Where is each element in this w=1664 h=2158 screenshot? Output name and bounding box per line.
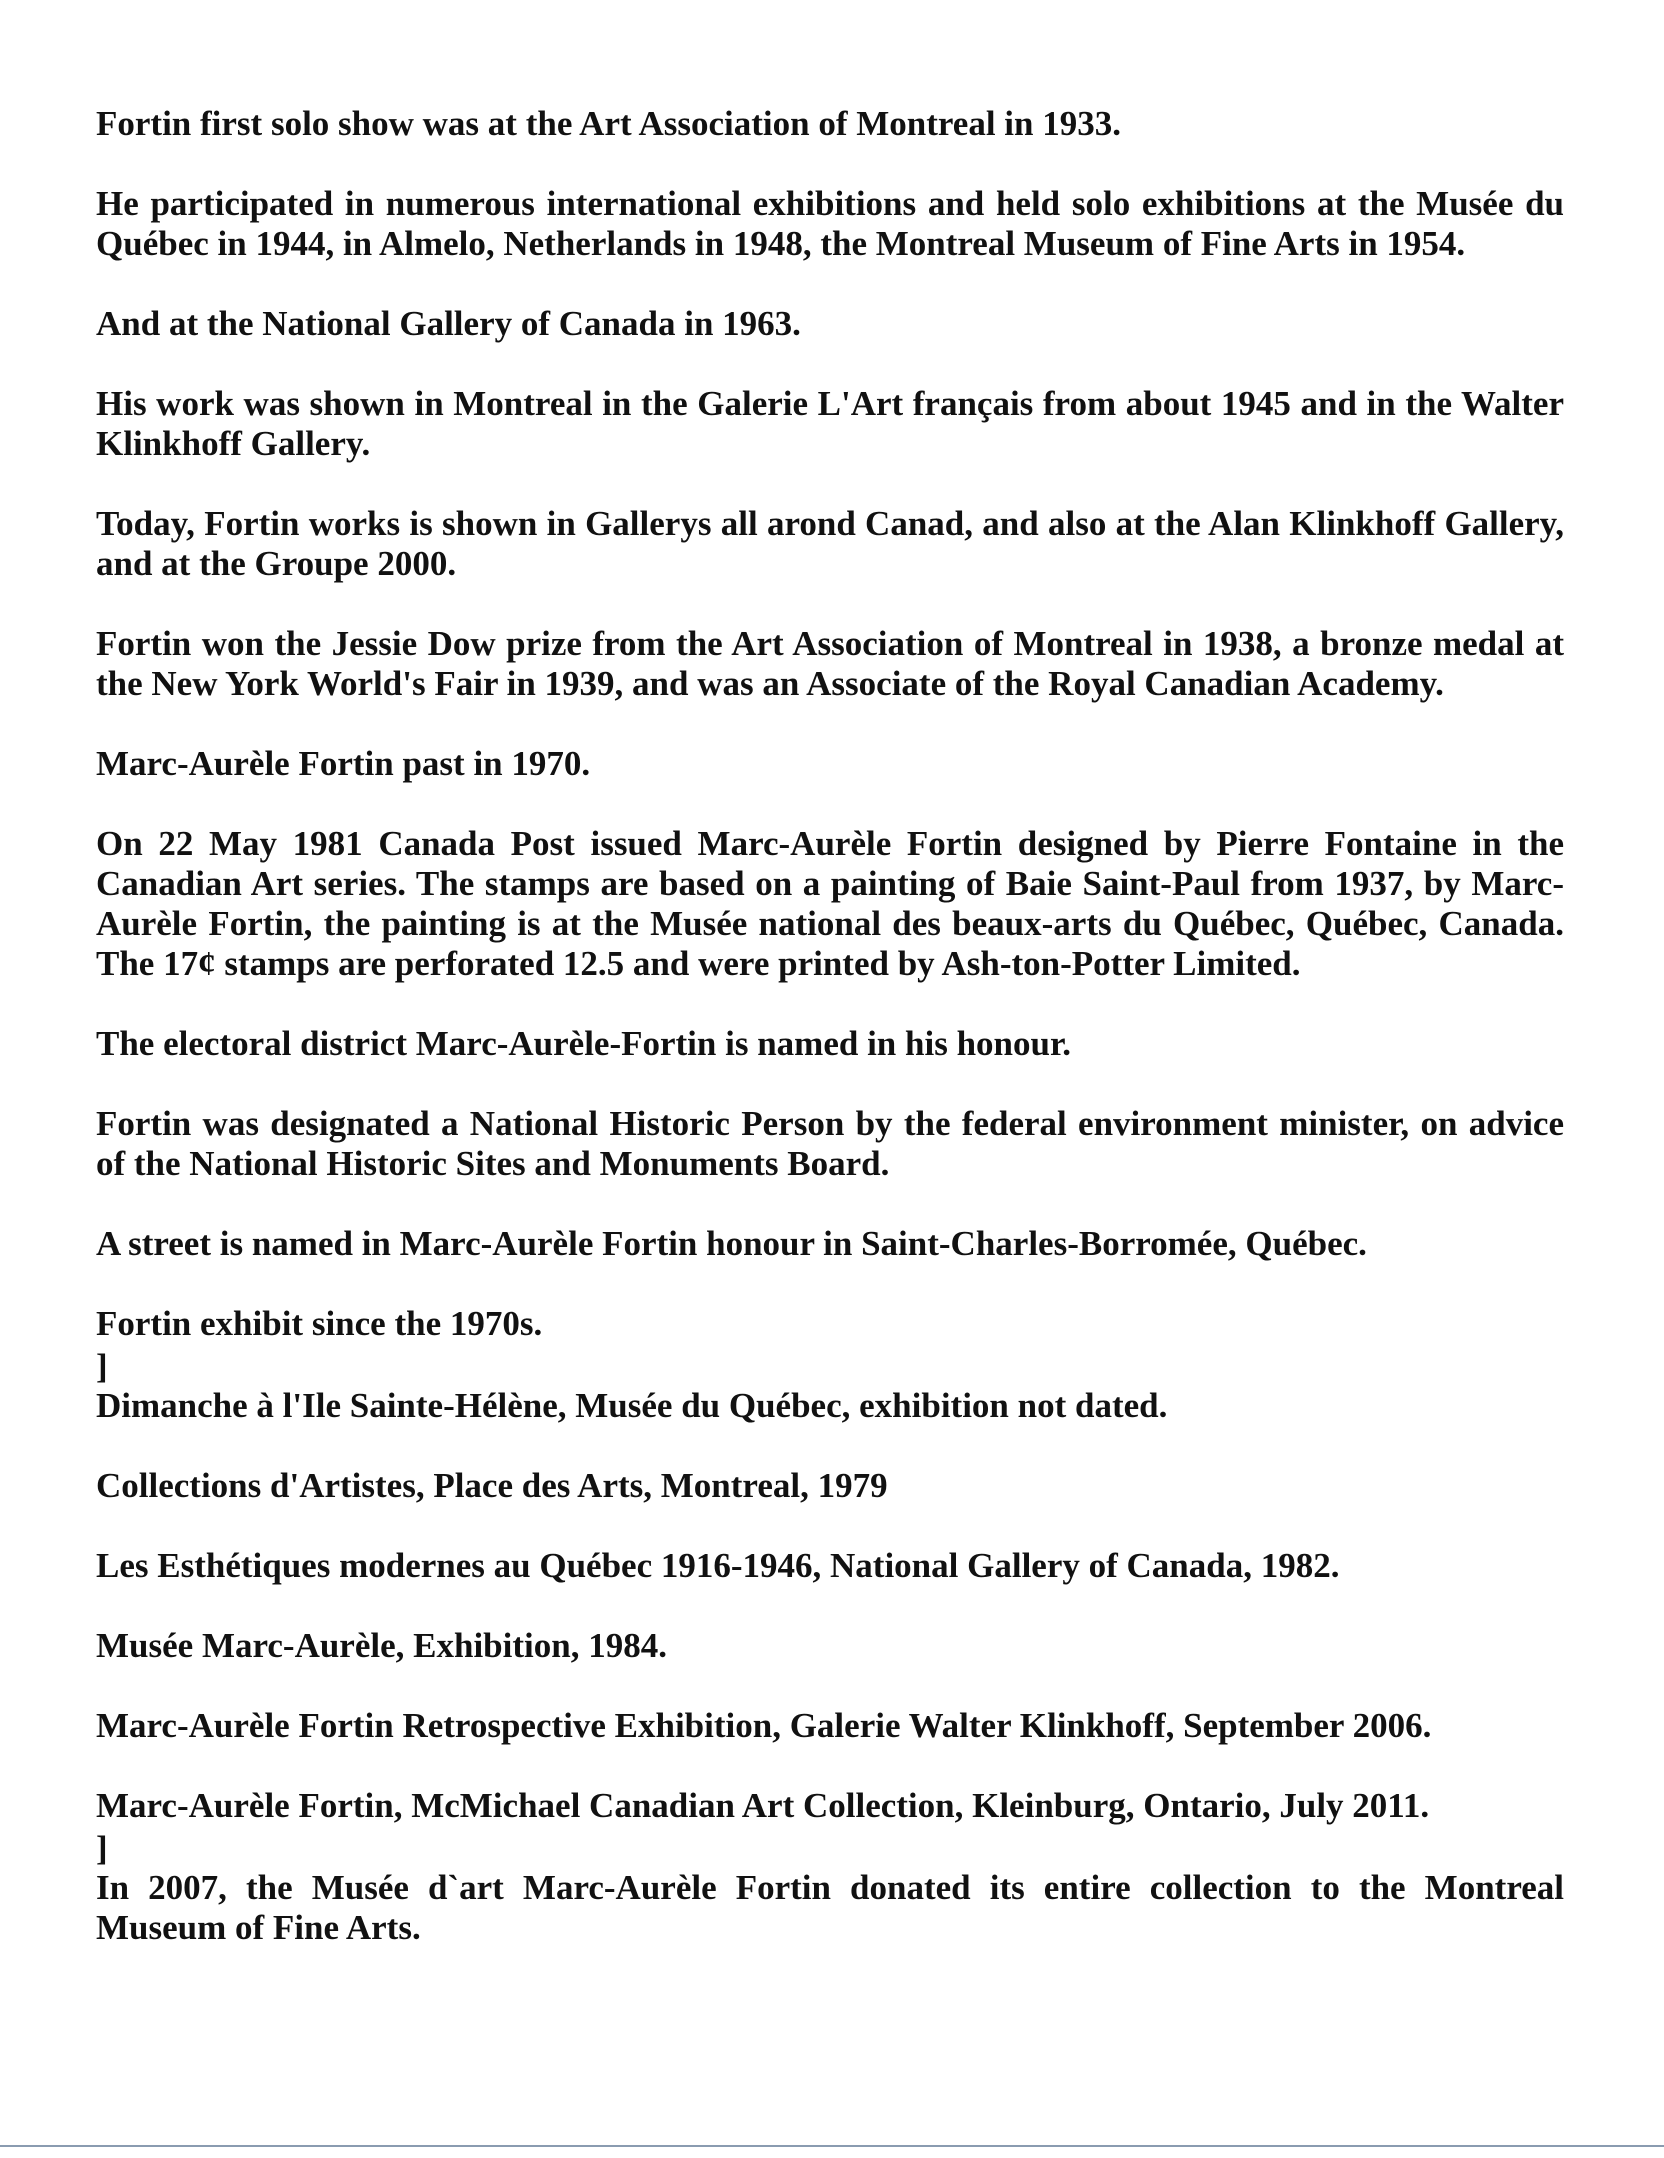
paragraph-exhibition-mcmichael: Marc-Aurèle Fortin, McMichael Canadian Art Collection, Kleinburg, Ontario, July 2011. [96, 1786, 1430, 1825]
paragraph-awards: Fortin won the Jessie Dow prize from the Art Association of Montreal in 1938, a bronze medal at the New York World's Fair in 1939, and was an Associate of the Royal Canadian Academy. [96, 624, 1564, 703]
paragraph-canada-post-stamp: On 22 May 1981 Canada Post issued Marc-Aurèle Fortin designed by Pierre Fontaine in the Canadian Art series. The stamps are based on a painting of Baie Saint-Paul from 1937, by Marc-Aurèle Fortin, the painting is at the Musée national des beaux-arts du Québec, Québec, Canada. The 17¢ stamps are perforated 12.5 and were printed by Ash-ton-Potter Limited. [96, 824, 1564, 983]
paragraph-street-named: A street is named in Marc-Aurèle Fortin honour in Saint-Charles-Borromée, Québec. [96, 1224, 1367, 1263]
paragraph-collection-donation: In 2007, the Musée d`art Marc-Aurèle Fortin donated its entire collection to the Montreal Museum of Fine Arts. [96, 1868, 1564, 1947]
bracket-marker: ] [96, 1347, 108, 1386]
bracket-marker: ] [96, 1829, 108, 1868]
paragraph-montreal-galleries: His work was shown in Montreal in the Galerie L'Art français from about 1945 and in the Walter Klinkhoff Gallery. [96, 384, 1564, 463]
paragraph-exhibition-dimanche: Dimanche à l'Ile Sainte-Hélène, Musée du Québec, exhibition not dated. [96, 1386, 1168, 1425]
document-body [96, 104, 1564, 1988]
paragraph-exhibition-esthetiques: Les Esthétiques modernes au Québec 1916-1946, National Gallery of Canada, 1982. [96, 1546, 1340, 1585]
paragraph-first-solo-show: Fortin first solo show was at the Art Association of Montreal in 1933. [96, 104, 1121, 143]
paragraph-international-exhibitions: He participated in numerous international exhibitions and held solo exhibitions at the Musée du Québec in 1944, in Almelo, Netherlands in 1948, the Montreal Museum of Fine Arts in 1954. [96, 184, 1564, 263]
paragraph-exhibition-retrospective: Marc-Aurèle Fortin Retrospective Exhibition, Galerie Walter Klinkhoff, September 2006. [96, 1706, 1432, 1745]
paragraph-national-gallery: And at the National Gallery of Canada in 1963. [96, 304, 801, 343]
paragraph-death: Marc-Aurèle Fortin past in 1970. [96, 744, 591, 783]
paragraph-exhibit-since: Fortin exhibit since the 1970s. [96, 1304, 543, 1343]
paragraph-today-galleries: Today, Fortin works is shown in Gallerys all arond Canad, and also at the Alan Klinkhoff Gallery, and at the Groupe 2000. [96, 504, 1564, 583]
paragraph-electoral-district: The electoral district Marc-Aurèle-Fortin is named in his honour. [96, 1024, 1072, 1063]
bottom-rule [0, 2145, 1664, 2147]
paragraph-exhibition-place-des-arts: Collections d'Artistes, Place des Arts, Montreal, 1979 [96, 1466, 888, 1505]
paragraph-national-historic-person: Fortin was designated a National Historic Person by the federal environment minister, on advice of the National Historic Sites and Monuments Board. [96, 1104, 1564, 1183]
paragraph-exhibition-musee-marc-aurele: Musée Marc-Aurèle, Exhibition, 1984. [96, 1626, 667, 1665]
